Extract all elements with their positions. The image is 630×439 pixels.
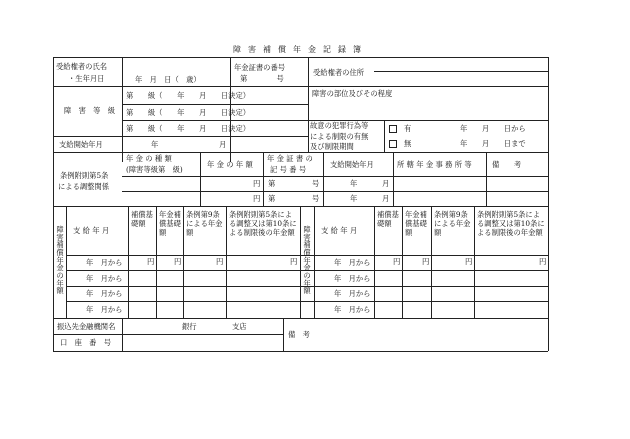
cert-no-header: 記 号 番 号 (270, 165, 307, 174)
bank-unit: 銀行 (182, 322, 197, 331)
art9-amount-header: 条例第9条による年金額 (186, 210, 223, 238)
unit-yen: 円 (290, 257, 298, 266)
injury-site-label: 障害の部位及びその程度 (312, 89, 393, 98)
base-amount-header: 補償基礎額 (131, 210, 153, 229)
rule (122, 318, 123, 351)
rule (393, 152, 394, 206)
rule (66, 301, 548, 302)
birth-label: ・生年月日 (68, 74, 105, 83)
rule (263, 152, 264, 206)
rule (314, 206, 315, 318)
restrict-label: 故意の犯罪行為等 (310, 121, 369, 130)
unit-yen: 円 (539, 257, 547, 266)
unit-yen: 円 (465, 257, 473, 266)
rule (200, 152, 201, 206)
base-amount-header: 補償基礎額 (377, 210, 399, 229)
pay-month-row: 年 月から (334, 305, 371, 314)
rule (53, 57, 54, 351)
start-year: 年 (151, 140, 159, 149)
pay-month-row: 年 月から (86, 289, 123, 298)
birth-date: 年 月 日（ 歳） (135, 75, 201, 84)
unit-yen: 円 (253, 179, 261, 188)
remarks-label: 備 考 (288, 330, 310, 339)
rule (156, 206, 157, 318)
rule (53, 57, 548, 58)
grade-label: 障 害 等 級 (64, 106, 116, 115)
rule (53, 136, 308, 137)
rule (283, 318, 284, 351)
pay-month-row: 年 月から (86, 305, 123, 314)
rule (122, 191, 548, 192)
bank-label: 振込先金融機関名 (57, 322, 116, 331)
pay-month-row: 年 月から (334, 258, 371, 267)
pay-month-row: 年 月から (86, 274, 123, 283)
pension-office-header: 所 轄 年 金 事 務 所 等 (397, 160, 472, 169)
rule (486, 152, 487, 206)
pay-month-header: 支 給 年 月 (73, 226, 110, 235)
no-restriction-label: 無 (404, 139, 412, 148)
unit-yen: 円 (393, 257, 401, 266)
rule (300, 206, 301, 318)
rule (374, 206, 375, 318)
rule (384, 120, 385, 152)
rule (128, 206, 129, 318)
rule (122, 120, 308, 121)
rule (308, 57, 309, 86)
restriction-to: 年 月 日まで (460, 139, 526, 148)
cert-label: 年金証書の番号 (234, 63, 286, 72)
cert-no-prefix: 第 (268, 194, 276, 203)
rule (431, 206, 432, 318)
rule (374, 71, 548, 72)
rule (183, 206, 184, 318)
pay-month-row: 年 月から (334, 289, 371, 298)
pension-base-header: 年金補償基礎額 (159, 210, 181, 238)
rule (226, 206, 227, 318)
start-month-header: 支給開始年月 (330, 160, 374, 169)
year-unit: 年 (350, 179, 358, 188)
unit-yen: 円 (174, 257, 182, 266)
unit-yen: 円 (253, 194, 261, 203)
rule (323, 152, 324, 206)
account-label: 口 座 番 号 (60, 338, 112, 347)
cert-no-suffix: 号 (312, 194, 320, 203)
start-month: 月 (219, 140, 227, 149)
unit-yen: 円 (216, 257, 224, 266)
restriction-from: 年 月 日から (460, 124, 526, 133)
art5-label: 条例附則第5条 (60, 171, 109, 180)
pension-base-header: 年金補償基礎額 (405, 210, 427, 238)
rule (474, 206, 475, 318)
pension-type-header: (障害等級第 級) (126, 165, 183, 174)
cert-value: 第 号 (240, 74, 284, 83)
no-restriction-checkbox[interactable] (389, 140, 397, 148)
rule (548, 57, 549, 351)
rule (308, 86, 309, 152)
year-unit: 年 (350, 194, 358, 203)
pay-month-row: 年 月から (86, 258, 123, 267)
rule (53, 318, 548, 319)
rule (122, 176, 548, 177)
month-unit: 月 (382, 194, 390, 203)
restrict-label: 及び制限期間 (310, 142, 354, 151)
restrict-label: による制限の有無 (310, 132, 369, 141)
address-label: 受給権者の住所 (313, 68, 365, 77)
cert-no-prefix: 第 (268, 179, 276, 188)
pension-type-header: 年 金 の 種 類 (126, 154, 172, 163)
has-restriction-checkbox[interactable] (389, 125, 397, 133)
cert-no-header: 年 金 証 書 の (267, 154, 313, 163)
name-label: 受給権者の氏名 (56, 62, 108, 71)
page-title: 障害補償年金記録簿 (233, 45, 368, 54)
cert-no-suffix: 号 (312, 179, 320, 188)
branch-unit: 支店 (232, 322, 247, 331)
art5-label: による調整関係 (58, 182, 110, 191)
grade-row: 第 級（ 年 月 日決定） (126, 91, 251, 100)
rule (122, 57, 123, 162)
rule (66, 206, 67, 318)
rule (53, 334, 283, 335)
notes-header: 備 考 (492, 160, 522, 169)
rule (53, 351, 548, 352)
start-label: 支給開始年月 (59, 140, 103, 149)
annual-pension-side-label: 障害補償年金の年額 (303, 225, 311, 296)
unit-yen: 円 (147, 257, 155, 266)
pay-month-header: 支 給 年 月 (321, 226, 358, 235)
month-unit: 月 (382, 179, 390, 188)
has-restriction-label: 有 (404, 124, 412, 133)
adjusted-amount-header: 条例附則第5条による調整又は第10条による制限後の年金額 (477, 210, 545, 238)
rule (402, 206, 403, 318)
annual-amount-header: 年 金 の 年 額 (207, 160, 253, 169)
rule (53, 152, 548, 153)
art9-amount-header: 条例第9条による年金額 (434, 210, 471, 238)
unit-yen: 円 (422, 257, 430, 266)
grade-row: 第 級（ 年 月 日決定） (126, 108, 251, 117)
grade-row: 第 級（ 年 月 日決定） (126, 124, 251, 133)
rule (53, 86, 548, 87)
pay-month-row: 年 月から (334, 274, 371, 283)
annual-pension-side-label: 障害補償年金の年額 (56, 225, 64, 296)
adjusted-amount-header: 条例附則第5条による調整又は第10条による制限後の年金額 (229, 210, 297, 238)
rule (122, 104, 308, 105)
